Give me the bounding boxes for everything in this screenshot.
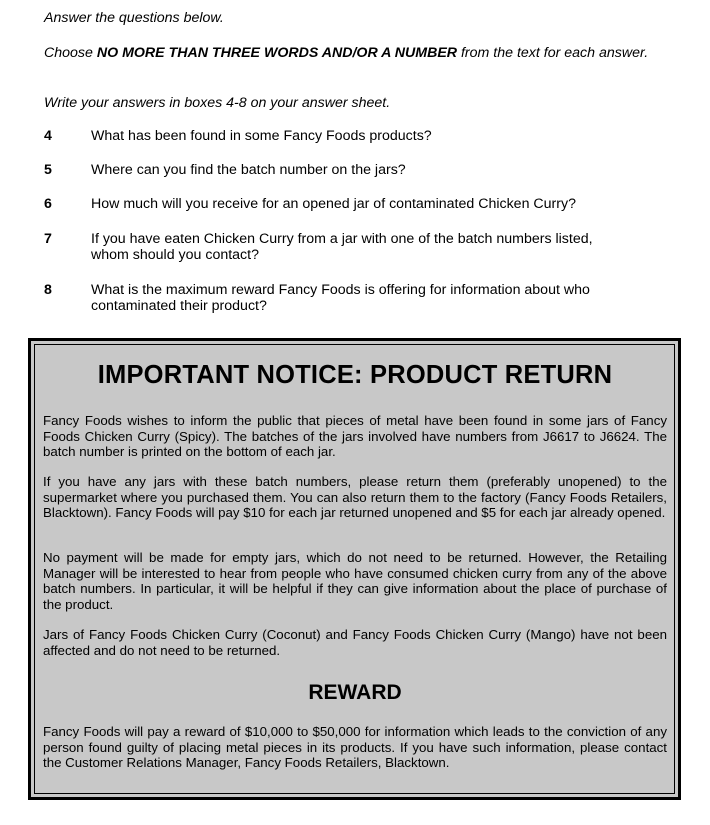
question-number: 6 — [44, 196, 52, 212]
product-return-notice — [28, 338, 681, 800]
reward-text: Fancy Foods will pay a reward of $10,000 to $50,000 for information which leads to the conviction of any person found guilty of placing metal pieces in its products. If you have such information, please contact the Customer Relations Manager, Fancy Foods Retailers, Blacktown. — [43, 724, 667, 771]
question-text: How much will you receive for an opened jar of contaminated Chicken Curry? — [91, 196, 576, 212]
question-text: Where can you find the batch number on the jars? — [91, 162, 406, 178]
instruction-answer: Answer the questions below. — [44, 10, 224, 26]
notice-paragraph: Jars of Fancy Foods Chicken Curry (Coconut) and Fancy Foods Chicken Curry (Mango) have not been affected and do not need to be returned. — [43, 627, 667, 658]
instruction-answer-boxes: Write your answers in boxes 4-8 on your answer sheet. — [44, 95, 391, 111]
instruction-word-limit-bold: NO MORE THAN THREE WORDS AND/OR A NUMBER — [96, 45, 458, 61]
question-number: 5 — [44, 162, 52, 178]
notice-title: IMPORTANT NOTICE: PRODUCT RETURN — [97, 361, 613, 389]
instruction-word-limit-suffix: from the text for each answer. — [457, 45, 649, 61]
instruction-word-limit-prefix: Choose — [44, 45, 97, 61]
question-number: 7 — [44, 231, 52, 247]
notice-paragraph: Fancy Foods wishes to inform the public that pieces of metal have been found in some jars of Fancy Foods Chicken Curry (Spicy). The batches of the jars involved have numbers from J6617 to J6624. The batch number is printed on the bottom of each jar. — [43, 413, 667, 460]
instruction-word-limit — [44, 45, 674, 62]
question-text: If you have eaten Chicken Curry from a jar with one of the batch numbers listed, whom should you contact? — [91, 231, 593, 263]
notice-paragraph: No payment will be made for empty jars, which do not need to be returned. However, the Retailing Manager will be interested to hear from people who have consumed chicken curry from any of the above batch numbers. In particular, it will be helpful if they can give information about the place of purchase of the product. — [43, 550, 667, 612]
question-text: What is the maximum reward Fancy Foods is offering for information about who contaminated their product? — [91, 282, 590, 314]
question-number: 4 — [44, 128, 52, 144]
reward-heading: REWARD — [308, 681, 402, 704]
question-text: What has been found in some Fancy Foods products? — [91, 128, 432, 144]
question-number: 8 — [44, 282, 52, 298]
notice-paragraph: If you have any jars with these batch numbers, please return them (preferably unopened) to the supermarket where you purchased them. You can also return them to the factory (Fancy Foods Retailers, Blacktown). Fancy Foods will pay $10 for each jar returned unopened and $5 for each jar already opened. — [43, 474, 667, 521]
